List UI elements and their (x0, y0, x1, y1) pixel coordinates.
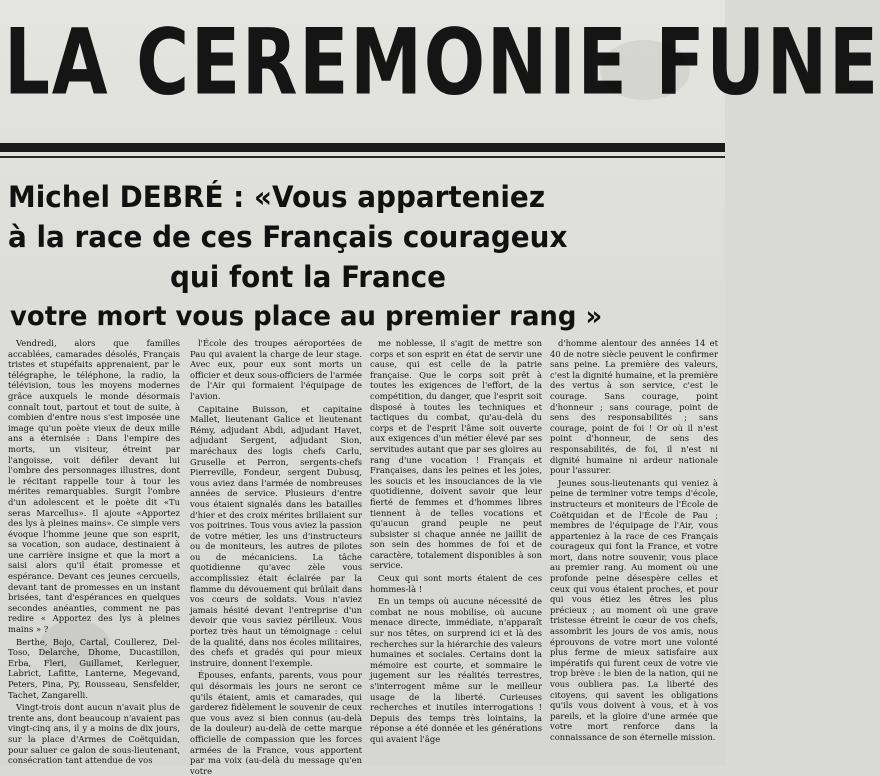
paragraph: Jeunes sous-lieutenants qui veniez à peine de terminer votre temps d'école, instructeurs et moniteurs de l'École de Coëtquidan et de l'École de Pau ; membres de l'équipage de l'Air, vous apparteniez à la race de ces Français courageux qui font la France, et votre mort, dans notre souvenir, vous place au premier rang. Au moment où une profonde peine désespère celles et ceux qui vous étaient proches, et pour qui vous étiez les êtres les plus précieux ; au moment où une grave tristesse étreint le cœur de vos chefs, assombrit les jours de vos amis, nous éprouvons de votre mort une volonté plus ferme de mieux satisfaire aux impératifs qui furent ceux de votre vie trop brève : le bien de la nation, qui ne vous oubliera pas. La liberté des citoyens, qui savent les obligations qu'ils vous doivent à vous, et à vos pareils, et la gloire d'une armée que votre mort renforce dans la connaissance de son éternelle mission. (550, 477, 718, 742)
article-column-2 (190, 338, 362, 776)
paragraph: me noblesse, il s'agit de mettre son corps et son esprit en état de servir une cause, qui est celle de la patrie française. Que le corps soit prêt à toutes les exigences de l'effort, de la compétition, du danger, que l'esprit soit disposé à toutes les techniques et tactiques du combat, qu'au-delà du corps et de l'esprit l'âme soit ouverte aux exigences d'un métier élevé par ses servitudes autant que par ses gloires au rang d'une vocation ! Français et Françaises, dans les peines et les joies, les soucis et les insouciances de la vie quotidienne, doivent savoir que leur fierté de femmes et d'hommes libres tiennent à de telles vocations et qu'aucun grand peuple ne peut subsister si chaque année ne jaillit de son sein des hommes de foi et de caractère, totalement disponibles à son service. (370, 338, 542, 571)
article-columns (8, 338, 720, 776)
paragraph: Épouses, enfants, parents, vous pour qui désormais les jours ne seront ce qu'ils étaient, amis et camarades, qui garderez fidèlement le souvenir de ceux que vous avez si bien connus (au-delà de la douleur) au-delà de cette marque officielle de compassion que les forces armées de la France, vous apportent par ma voix (au-delà du message qu'en votre (190, 670, 362, 776)
paragraph: Ceux qui sont morts étaient de ces hommes-là ! (370, 573, 542, 594)
paragraph: Capitaine Buisson, et capitaine Mallet, lieutenant Galice et lieutenant Rémy, adjudant Abdi, adjudant Havet, adjudant Sergent, adjudant Sion, maréchaux des logis chefs Carlu, Gruselle et Perron, sergents-chefs Pierreville, Fondeur, sergent Dubusq, vous aviez dans l'armée de nombreuses années de service. Plusieurs d'entre vous étaient signalés dans les batailles d'hier et des croix mérites brillaient sur vos poitrines. Tous vous aviez la passion de votre métier, les uns d'instructeurs ou de moniteurs, les autres de pilotes ou de mécaniciens. La tâche quotidienne qu'avec zèle vous accomplissiez était éclairée par la flamme du dévouement qui brûlait dans vos cœurs de soldats. Vous n'aviez jamais hésité devant l'entreprise d'un devoir que vous saviez périlleux. Vous portez très haut un témoignage : celui de la qualité, dans nos écoles militaires, des chefs et gradés qui pour mieux instruire, donnent l'exemple. (190, 403, 362, 668)
headline-line-2: à la race de ces Français courageux (8, 220, 568, 254)
paragraph: Vingt-trois dont aucun n'avait plus de trente ans, dont beaucoup n'avaient pas vingt-cinq ans, il y a moins de dix jours, sur la place d'Armes de Coëtquidan, pour saluer ce galon de sous-lieutenant, consécration tant attendue de vos (8, 702, 180, 766)
paragraph: En un temps où aucune nécessité de combat ne nous mobilise, où aucune menace directe, immédiate, n'apparaît sur nos têtes, on surprend ici et là des recherches sur la hiérarchie des valeurs humaines et sociales. Certains dont la mémoire est courte, et sommaire le jugement sur les réalités terrestres, s'interrogent même sur le meilleur usage de la liberté. Curieuses recherches et inutiles interrogations ! Depuis des temps très lointains, la réponse a été donnée et les générations qui avaient l'âge (370, 596, 542, 744)
divider-rule-thick (0, 143, 725, 152)
headline-line-4: votre mort vous place au premier rang » (10, 301, 603, 332)
headline-line-1: Michel DEBRÉ : «Vous apparteniez (8, 180, 546, 214)
paragraph: Vendredi, alors que familles accablées, camarades désolés, Français tristes et stupéfaits apprenaient, par le télégraphe, le téléphone, la radio, la télévision, tous les moyens modernes grâce auxquels le monde désormais connaît tout, partout et tout de suite, à combien d'entre nous s'est imposée une image qu'un poète vieux de deux mille ans a éternisée : Dans l'empire des morts, un visiteur, étreint par l'angoisse, voit défiler devant lui l'ombre des personnages illustres, dont le récitant rappelle tour à tour les mérites remarquables. Surgit l'ombre d'un adolescent et le poète dit «Tu seras Marcellus». Il ajoute «Apportez des lys à pleines mains». Ce simple vers évoque l'homme jeune que son esprit, sa vocation, son audace, destinaient à une carrière insigne et que la mort a saisi alors qu'il était promesse et espérance. Devant ces jeunes cercueils, devant tant de promesses en un instant brisées, tant d'espérances en quelques secondes anéanties, comment ne pas redire « Apportez des lys à pleines mains » ? (8, 338, 180, 635)
paragraph: Berthe, Bojo, Cartal, Coullerez, Del-Toso, Delarche, Dhome, Ducastillon, Erba, Fleri, Guillamet, Kerleguer, Labrict, Lafitte, Lanterne, Megevand, Peters, Pina, Py, Rousseau, Sensfelder, Tachet, Zangarelli. (8, 636, 180, 700)
headline-line-3: qui font la France (170, 260, 447, 294)
paper-stain (600, 40, 690, 100)
paper-stain (40, 620, 110, 670)
article-column-4 (550, 338, 718, 766)
paragraph: l'École des troupes aéroportées de Pau qui avaient la charge de leur stage. Avec eux, pour eux sont morts un officier et deux sous-officiers de l'armée de l'Air qui formaient l'équipage de l'avion. (190, 338, 362, 401)
article-column-3 (370, 338, 542, 766)
paragraph: d'homme alentour des années 14 et 40 de notre siècle peuvent le confirmer sans peine. La première des valeurs, c'est la dignité humaine, et la première des vertus à son service, c'est le courage. Sans courage, point d'honneur ; sans courage, point de sens des responsabilités ; sans courage, point de foi ! Or où il n'est point d'honneur, de sens des responsabilités, de foi, il n'est ni dignité humaine ni ardeur nationale pour l'assurer. (550, 338, 718, 476)
banner-title: LA CEREMONIE FUNE (4, 10, 880, 116)
divider-rule-thin (0, 156, 725, 158)
article-column-1 (8, 338, 180, 766)
